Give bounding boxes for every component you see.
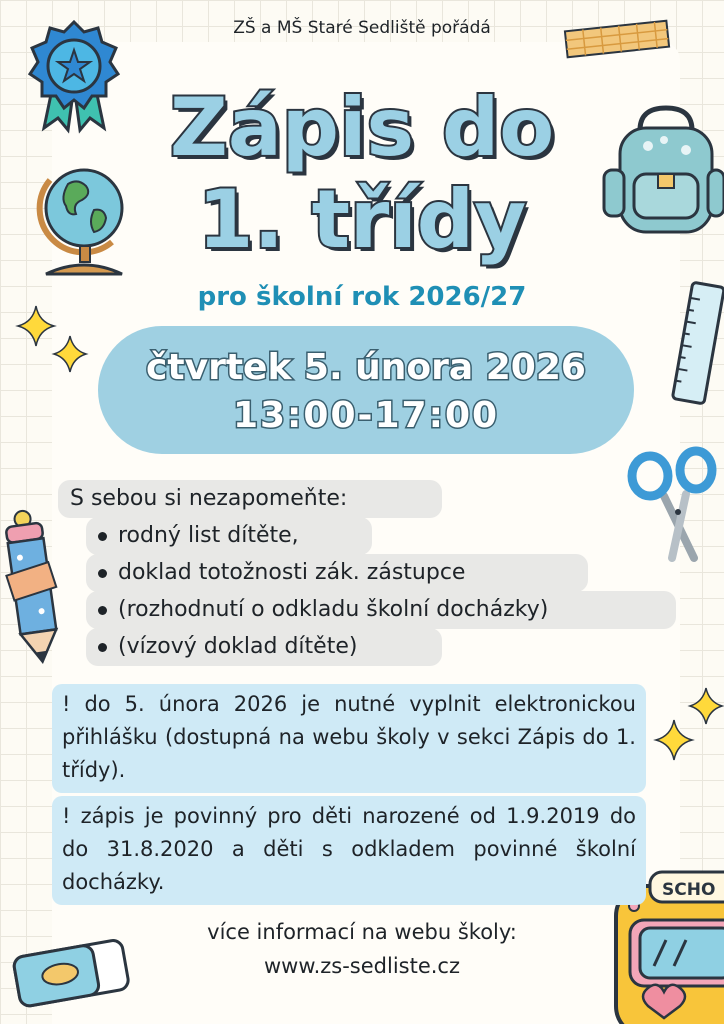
bullet-icon [98, 643, 107, 652]
bullet-icon [98, 569, 107, 578]
list-item-text: rodný list dítěte, [118, 523, 299, 548]
list-item-text: (vízový doklad dítěte) [118, 634, 358, 659]
note-obligation [52, 796, 646, 905]
note-text: ! zápis je povinný pro děti narozené od 1.9.2019 do do 31.8.2020 a děti s odkladem povinné školní docházky. [62, 804, 636, 894]
checklist-heading-text: S sebou si nezapomeňte: [70, 486, 348, 511]
footer-info: více informací na webu školy: [207, 920, 517, 944]
list-item-text: (rozhodnutí o odkladu školní docházky) [118, 597, 549, 622]
bus-sign-text: SCHO [662, 880, 716, 900]
checklist-heading [58, 480, 442, 518]
sparkle-icon [14, 302, 94, 382]
bullet-icon [98, 606, 107, 615]
date-text: čtvrtek 5. února 2026 [146, 347, 586, 388]
bullet-icon [98, 532, 107, 541]
note-text: ! do 5. února 2026 je nutné vyplnit elektronickou přihlášku (dostupná na webu školy v sekci Zápis do 1. třídy). [62, 692, 636, 782]
sparkle-icon [652, 684, 724, 768]
pencil-icon [2, 508, 66, 664]
title-line-1: Zápis do [169, 81, 555, 174]
list-item [86, 554, 588, 592]
list-item [86, 628, 442, 666]
school-year-subtitle: pro školní rok 2026/27 [197, 282, 527, 312]
list-item [86, 517, 372, 555]
note-application [52, 684, 646, 793]
scissors-icon [624, 446, 724, 566]
list-item-text: doklad totožnosti zák. zástupce [118, 560, 466, 585]
title-line-2: 1. třídy [197, 173, 527, 266]
list-item [86, 591, 676, 629]
time-text: 13:00-17:00 [232, 395, 500, 436]
date-time-banner [98, 326, 634, 454]
organizer-line: ZŠ a MŠ Staré Sedliště pořádá [233, 18, 491, 38]
school-website-link[interactable]: www.zs-sedliste.cz [263, 954, 460, 978]
